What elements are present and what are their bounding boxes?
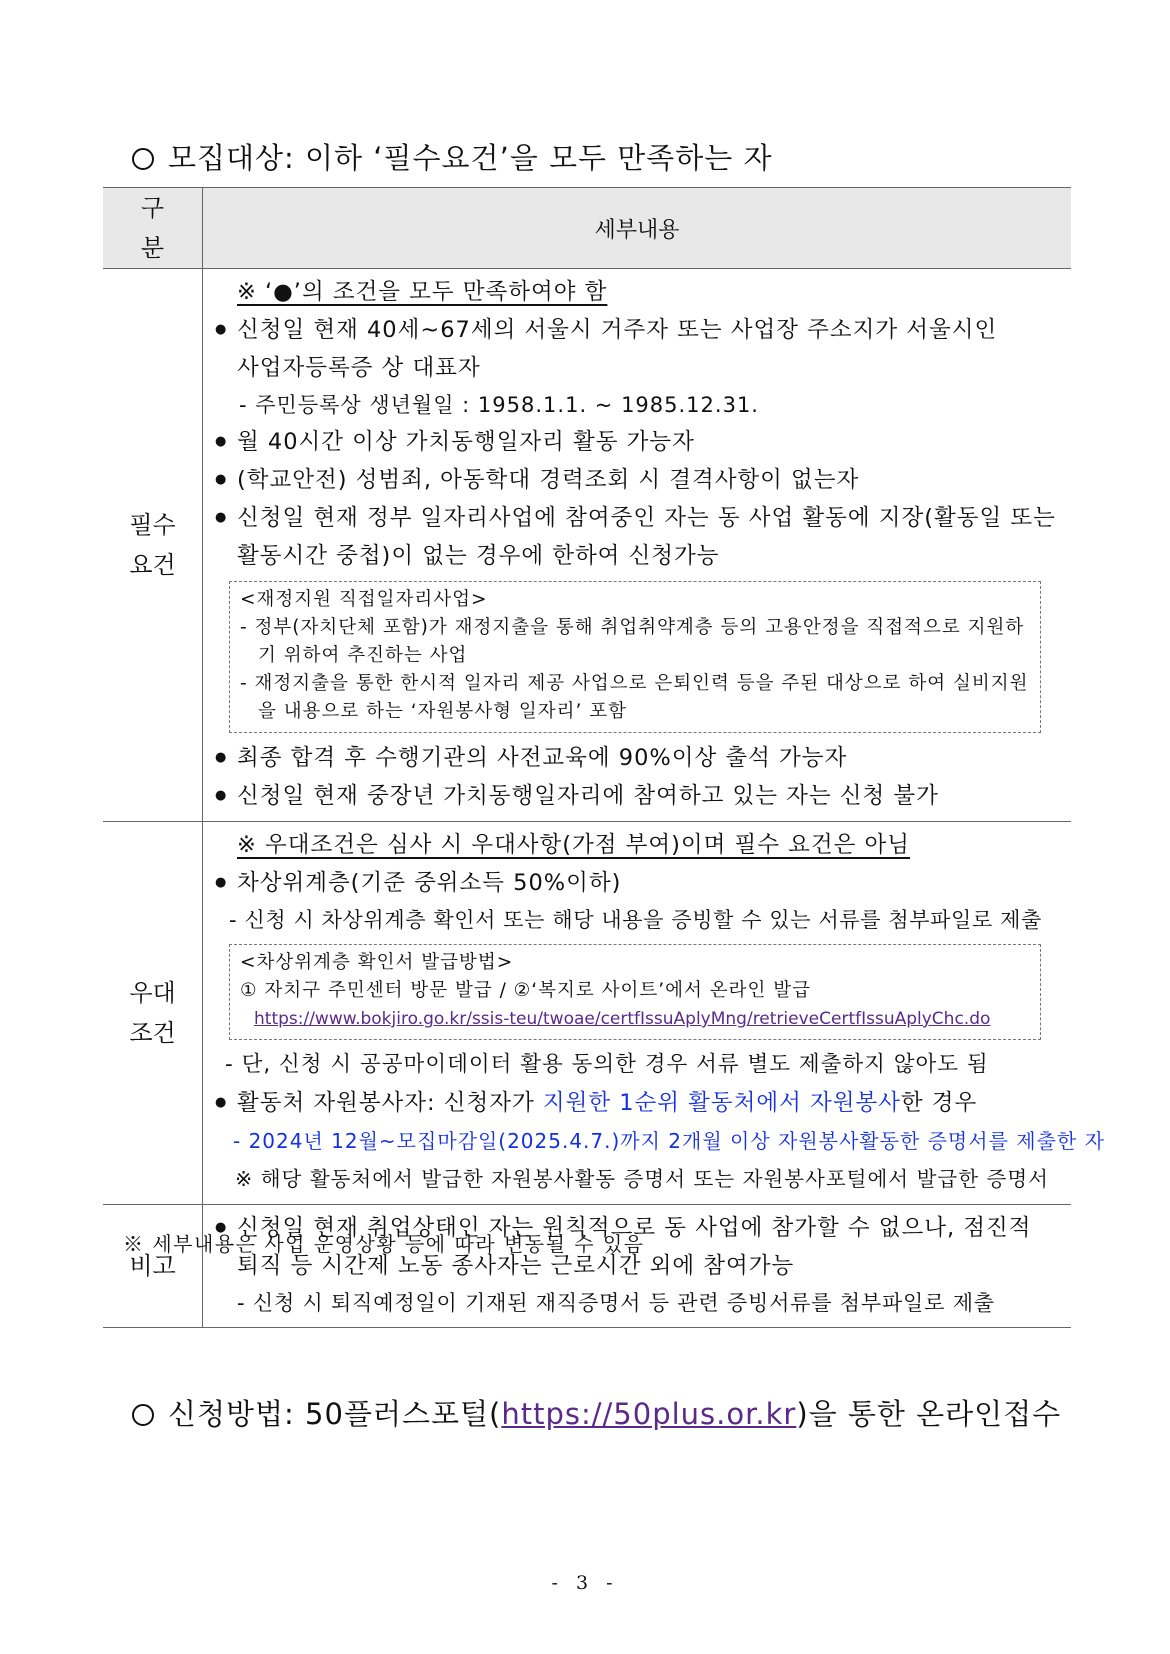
required-item-1-cont: 사업자등록증 상 대표자 bbox=[237, 355, 481, 381]
box-line-1: ① 자치구 주민센터 방문 발급 / ②‘복지로 사이트’에서 온라인 발급 bbox=[240, 980, 811, 1001]
remarks-item-1: ● 신청일 현재 취업상태인 자는 원칙적으로 동 사업에 참가할 수 없으나, 점진적 bbox=[215, 1209, 1067, 1247]
remarks-row bbox=[103, 1205, 1071, 1328]
remarks-item-1-cont: 퇴직 등 시간제 노동 종사자는 근로시간 외에 참여가능 bbox=[237, 1253, 795, 1279]
preferred-item-2 bbox=[215, 1084, 1067, 1122]
preferred-content bbox=[203, 822, 1105, 1205]
preferred-item-2-c: 한 경우 bbox=[900, 1090, 978, 1116]
required-label-text: 필수 요건 bbox=[129, 511, 176, 579]
preferred-row bbox=[103, 822, 1071, 1205]
required-row bbox=[103, 269, 1071, 822]
preferred-item-2-sub bbox=[215, 1122, 1105, 1160]
box-line-2: - 재정지출을 통한 한시적 일자리 제공 사업으로 은퇴인력 등을 주된 대상으로 하여 실비지원을 내용으로 하는 ‘자원봉사형 일자리’ 포함 bbox=[240, 673, 1029, 722]
preferred-item-2-a: 활동처 자원봉사자: 신청자가 bbox=[237, 1090, 543, 1116]
circle-bullet-icon bbox=[132, 148, 154, 170]
required-item-1: ● 신청일 현재 40세~67세의 서울시 거주자 또는 사업장 주소지가 서울시인 bbox=[215, 311, 1067, 349]
preferred-item-1-sub: - 신청 시 차상위계층 확인서 또는 해당 내용을 증빙할 수 있는 서류를 첨부파일로 제출 bbox=[229, 908, 1042, 932]
required-note-text: ※ ‘●’의 조건을 모두 만족하여야 함 bbox=[237, 279, 608, 305]
preferred-label bbox=[103, 822, 203, 1205]
required-item-4: ● 신청일 현재 정부 일자리사업에 참여중인 자는 동 사업 활동에 지장(활동일 또는 bbox=[215, 499, 1067, 537]
required-content bbox=[203, 269, 1072, 822]
apply-method-heading bbox=[132, 1392, 1061, 1433]
page-number: - 3 - bbox=[551, 1572, 619, 1594]
preferred-item-1: ● 차상위계층(기준 중위소득 50%이하) bbox=[215, 864, 1067, 902]
requirements-table bbox=[103, 187, 1105, 1328]
box-title: <차상위계층 확인서 발급방법> bbox=[240, 952, 514, 973]
preferred-note-text: ※ 우대조건은 심사 시 우대사항(가점 부여)이며 필수 요건은 아님 bbox=[237, 832, 911, 858]
preferred-note bbox=[215, 826, 1067, 864]
recruit-target-heading bbox=[132, 136, 773, 177]
required-item-3: ● (학교안전) 성범죄, 아동학대 경력조회 시 결격사항이 없는자 bbox=[215, 461, 1067, 499]
box-line-1: - 정부(자치단체 포함)가 재정지출을 통해 취업취약계층 등의 고용안정을 직접적으로 지원하기 위하여 추진하는 사업 bbox=[240, 617, 1025, 666]
required-item-6: ● 신청일 현재 중장년 가치동행일자리에 참여하고 있는 자는 신청 불가 bbox=[215, 777, 1067, 815]
remarks-label: 비고 bbox=[103, 1205, 203, 1328]
bokjiro-link[interactable]: https://www.bokjiro.go.kr/ssis-teu/twoae/certfIssuAplyMng/retrieveCertfIssuAplyChc.do bbox=[254, 1009, 991, 1029]
required-note bbox=[215, 273, 1067, 311]
50plus-portal-link[interactable]: https://50plus.or.kr bbox=[501, 1397, 797, 1431]
required-item-1-sub: - 주민등록상 생년월일 : 1958.1.1. ~ 1985.12.31. bbox=[239, 393, 759, 417]
required-item-4-cont: 활동시간 중첩)이 없는 경우에 한하여 신청가능 bbox=[237, 543, 720, 569]
apply-method-text: 신청방법: 50플러스포털( bbox=[168, 1397, 502, 1431]
low-income-cert-box bbox=[229, 944, 1041, 1040]
remarks-content bbox=[203, 1205, 1072, 1328]
required-item-5: ● 최종 합격 후 수행기관의 사전교육에 90%이상 출석 가능자 bbox=[215, 739, 1067, 777]
preferred-item-2-sub-text: - 2024년 12월~모집마감일(2025.4.7.)까지 2개월 이상 자원봉사활동한 증명서를 제출한 자 bbox=[233, 1129, 1105, 1153]
circle-bullet-icon bbox=[132, 1404, 154, 1426]
preferred-item-2-note: ※ 해당 활동처에서 발급한 자원봉사활동 증명서 또는 자원봉사포털에서 발급한 증명서 bbox=[235, 1167, 1049, 1191]
preferred-label-text: 우대 조건 bbox=[129, 979, 176, 1047]
required-item-2: ● 월 40시간 이상 가치동행일자리 활동 가능자 bbox=[215, 423, 1067, 461]
preferred-item-2-highlight: 지원한 1순위 활동처에서 자원봉사 bbox=[542, 1090, 901, 1116]
header-category: 구 분 bbox=[103, 188, 203, 269]
box-title: <재정지원 직접일자리사업> bbox=[240, 589, 488, 610]
preferred-item-1-sub2: - 단, 신청 시 공공마이데이터 활용 동의한 경우 서류 별도 제출하지 않아도 됨 bbox=[225, 1052, 989, 1077]
box-url-line bbox=[240, 1005, 1030, 1033]
required-label bbox=[103, 269, 203, 822]
apply-method-text-end: )을 통한 온라인접수 bbox=[796, 1397, 1062, 1431]
direct-job-program-box bbox=[229, 581, 1041, 733]
table-header-row bbox=[103, 188, 1071, 269]
recruit-target-text: 모집대상: 이하 ‘필수요건’을 모두 만족하는 자 bbox=[168, 141, 773, 175]
header-details: 세부내용 bbox=[203, 188, 1072, 269]
remarks-item-1-sub: - 신청 시 퇴직예정일이 기재된 재직증명서 등 관련 증빙서류를 첨부파일로 제출 bbox=[237, 1291, 995, 1315]
footnote: ※ 세부내용은 사업 운영상황 등에 따라 변동될 수 있음 bbox=[123, 1232, 645, 1256]
